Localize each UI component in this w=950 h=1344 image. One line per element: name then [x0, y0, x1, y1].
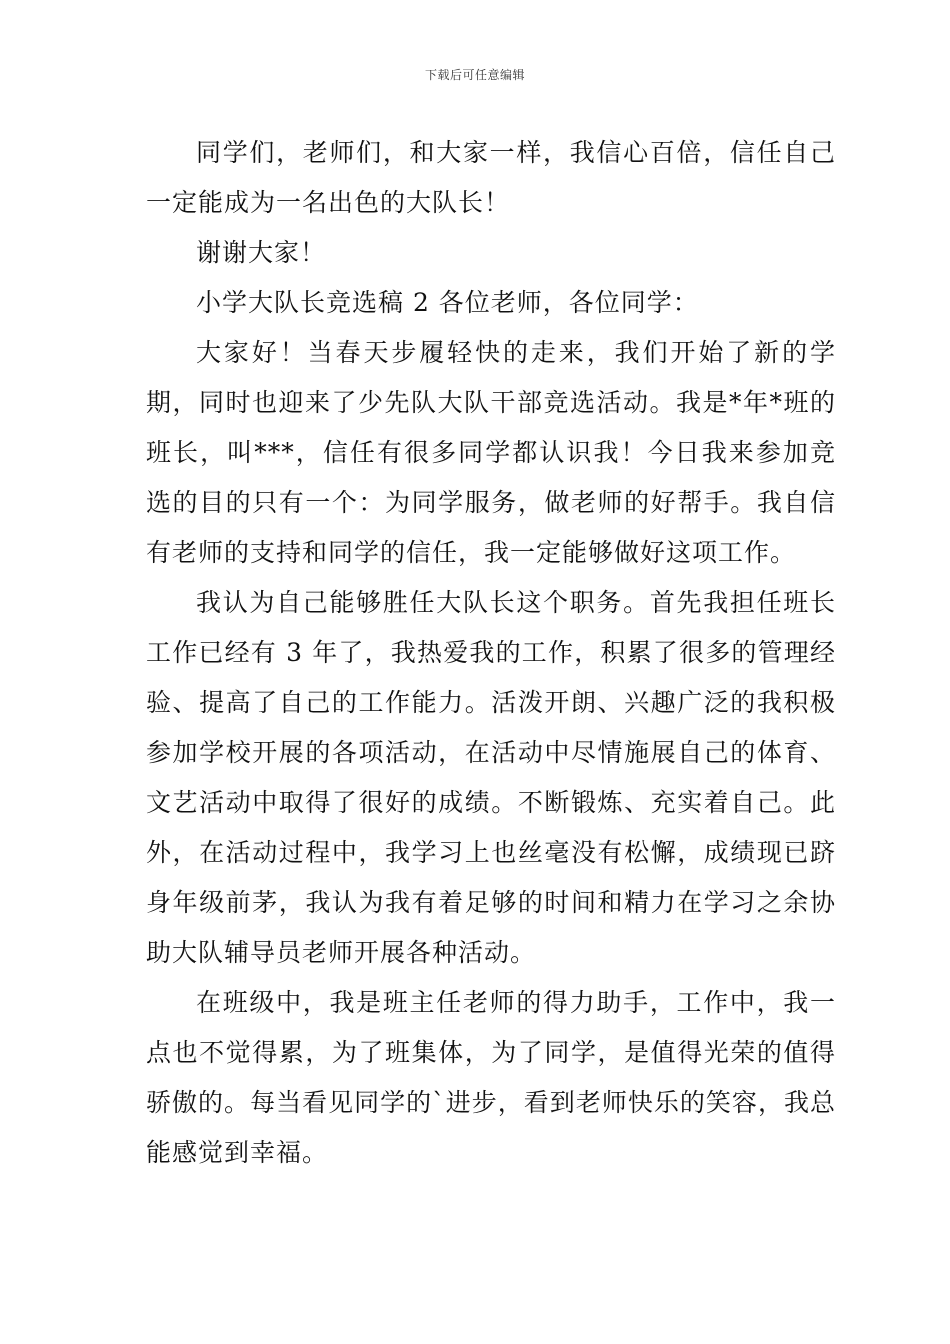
paragraph: 我认为自己能够胜任大队长这个职务。首先我担任班长工作已经有 3 年了，我热爱我的工作，积累了很多的管理经验、提高了自己的工作能力。活泼开朗、兴趣广泛的我积极参加学校开展的各项活动，在活动中尽情施展自己的体育、文艺活动中取得了很好的成绩。不断锻炼、充实着自己。此外，在活动过程中，我学习上也丝毫没有松懈，成绩现已跻身年级前茅，我认为我有着足够的时间和精力在学习之余协助大队辅导员老师开展各种活动。	[146, 588, 836, 967]
paragraph: 小学大队长竞选稿 2 各位老师，各位同学：	[196, 288, 699, 317]
document-body	[146, 128, 836, 1178]
page-header: 下载后可任意编辑	[424, 68, 525, 82]
paragraph: 在班级中，我是班主任老师的得力助手，工作中，我一点也不觉得累，为了班集体，为了同学，是值得光荣的值得骄傲的。每当看见同学的`进步，看到老师快乐的笑容，我总能感觉到幸福。	[146, 988, 836, 1167]
paragraph: 大家好！当春天步履轻快的走来，我们开始了新的学期，同时也迎来了少先队大队干部竞选活动。我是*年*班的班长，叫***，信任有很多同学都认识我！今日我来参加竞选的目的只有一个：为同学服务，做老师的好帮手。我自信有老师的支持和同学的信任，我一定能够做好这项工作。	[146, 338, 836, 567]
paragraph: 谢谢大家！	[196, 238, 327, 267]
paragraph: 同学们，老师们，和大家一样，我信心百倍，信任自己一定能成为一名出色的大队长！	[146, 138, 836, 217]
